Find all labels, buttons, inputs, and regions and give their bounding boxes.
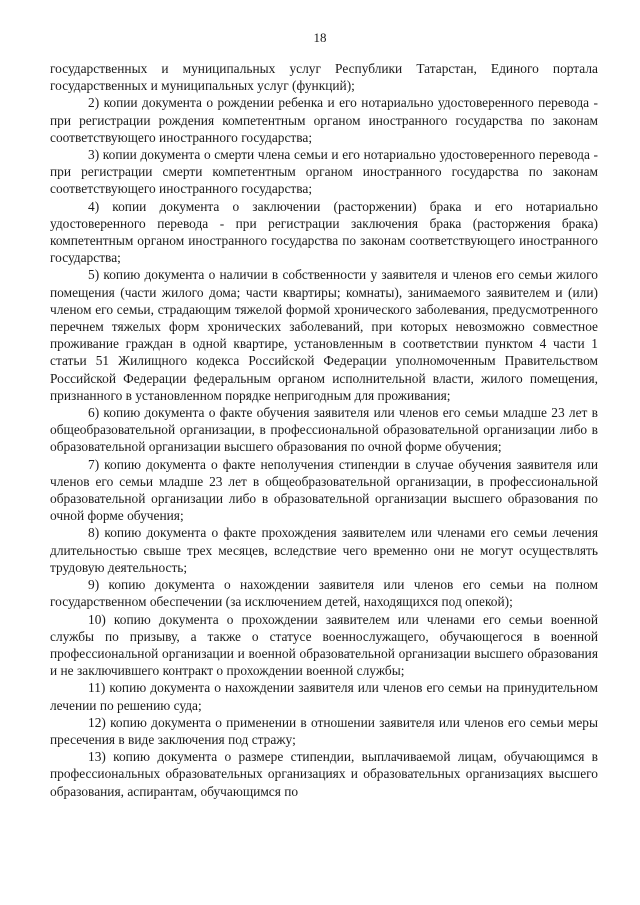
list-item-2: 2) копии документа о рождении ребенка и его нотариально удостоверенного перевода - при регистрации рождения компетентным органом иностранного государства по законам соответствующего иностранного государства; [50,95,598,145]
paragraph-continuation: государственных и муниципальных услуг Республики Татарстан, Единого портала государственных и муниципальных услуг (функций); [50,61,598,94]
list-item-4: 4) копии документа о заключении (расторжении) брака и его нотариально удостоверенного перевода - при регистрации заключения брака (расторжения брака) компетентным органом иностранного государства по законам соответствующего иностранного государства; [50,198,598,266]
list-item-11: 11) копию документа о нахождении заявителя или членов его семьи на принудительном лечении по решению суда; [50,680,598,713]
list-item-10: 10) копию документа о прохождении заявителем или членами его семьи военной службы по призыву, а также о статусе военнослужащего, обучающегося в военной профессиональной организации и военной образовательной организации высшего образования и не заключившего контракт о прохождении военной службы; [50,611,598,679]
list-item-9: 9) копию документа о нахождении заявителя или членов его семьи на полном государственном обеспечении (за исключением детей, находящихся под опекой); [50,577,598,610]
list-item-12: 12) копию документа о применении в отношении заявителя или членов его семьи меры пресечения в виде заключения под стражу; [50,714,598,747]
list-item-8: 8) копию документа о факте прохождения заявителем или членами его семьи лечения длительностью свыше трех месяцев, вследствие чего временно они не могут осуществлять трудовую деятельность; [50,525,598,575]
list-item-6: 6) копию документа о факте обучения заявителя или членов его семьи младше 23 лет в общеобразовательной организации, в профессиональной образовательной организации либо в образовательной организации высшего образования по очной форме обучения; [50,405,598,455]
list-item-7: 7) копию документа о факте неполучения стипендии в случае обучения заявителя или членов его семьи младше 23 лет в общеобразовательной организации, в профессиональной образовательной организации либо в образовательной организации высшего образования по очной форме обучения; [50,456,598,524]
document-body [50,60,598,800]
list-item-3: 3) копии документа о смерти члена семьи и его нотариально удостоверенного перевода - при регистрации смерти компетентным органом иностранного государства по законам соответствующего иностранного государства; [50,147,598,197]
page-number: 18 [313,30,327,45]
list-item-5: 5) копию документа о наличии в собственности у заявителя и членов его семьи жилого помещения (части жилого дома; части квартиры; комнаты), занимаемого заявителем и (или) членом его семьи, страдающим тяжелой формой хронического заболевания, предусмотренного перечнем тяжелых форм хронических заболеваний, при которых невозможно совместное проживание граждан в одной квартире, установленным в соответствии пунктом 4 части 1 статьи 51 Жилищного кодекса Российской Федерации уполномоченным Правительством Российской Федерации федеральным органом исполнительной власти, жилого помещения, признанного в установленном порядке непригодным для проживания; [50,267,598,403]
list-item-13: 13) копию документа о размере стипендии, выплачиваемой лицам, обучающимся в профессиональных образовательных организациях и образовательных организациях высшего образования, аспирантам, обучающимся по [50,749,598,799]
